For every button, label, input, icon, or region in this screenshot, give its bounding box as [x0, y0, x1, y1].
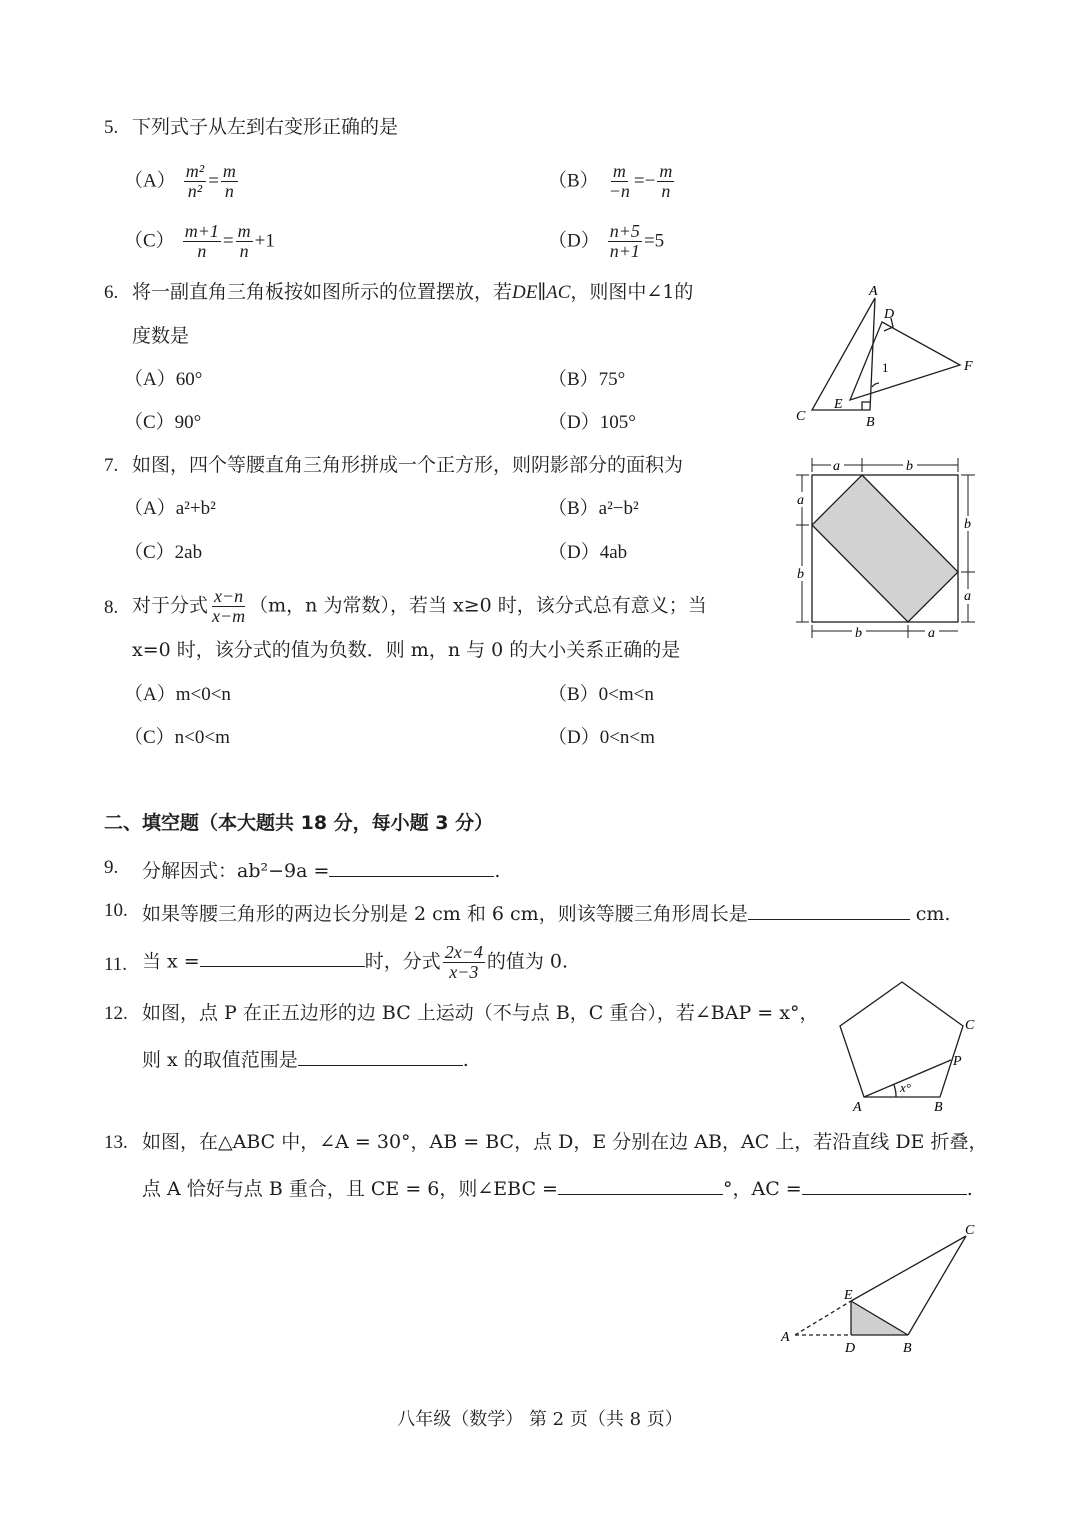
q7-label-a-right: a — [964, 589, 971, 604]
q8-stem: 对于分式 $\frac{x-n}{x-m}$ （m，n 为常数），若当 x≥0 时，该分式总有意义；当 — [132, 586, 707, 626]
q8-option-b[interactable]: （B）0<m<n — [548, 684, 654, 705]
q7-figure — [790, 455, 985, 645]
q6-triangle-abc — [812, 298, 875, 410]
q13-label-c: C — [965, 1223, 975, 1238]
q12-stem-line2: 则 x 的取值范围是 . — [142, 1049, 469, 1071]
q11-stem: 当 x = 时，分式 $\frac{2x-4}{x-3}$ 的值为 0. — [142, 942, 569, 982]
q7-label-b-left: b — [797, 567, 804, 582]
q5-stem: 下列式子从左到右变形正确的是 — [132, 116, 399, 138]
q11-number: 11. — [104, 954, 128, 975]
q13-number: 13. — [104, 1132, 128, 1153]
q13-answer-blank-1[interactable] — [558, 1176, 723, 1195]
q6-figure — [780, 278, 990, 433]
section-2-heading: 二、填空题（本大题共 18 分，每小题 3 分） — [104, 812, 494, 834]
q13-segment-cb — [908, 1236, 966, 1335]
q12-label-a: A — [853, 1100, 862, 1115]
q7-label-b-right: b — [964, 517, 971, 532]
q12-number: 12. — [104, 1003, 128, 1024]
q6-label-f: F — [964, 359, 973, 374]
q6-stem: 将一副直角三角板按如图所示的位置摆放，若DE∥AC，则图中∠1的 — [132, 281, 694, 303]
q6-label-a: A — [869, 284, 878, 299]
q6-label-b: B — [866, 415, 875, 430]
q7-option-c[interactable]: （C）2ab — [124, 542, 203, 563]
q9-answer-blank[interactable] — [329, 858, 494, 877]
q13-label-a: A — [781, 1330, 790, 1345]
q13-label-e: E — [844, 1288, 853, 1303]
q12-stem-line1: 如图，点 P 在正五边形的边 BC 上运动（不与点 B，C 重合），若∠BAP = x°， — [142, 1002, 819, 1024]
q12-label-c: C — [965, 1018, 975, 1033]
q5-option-d[interactable]: （D） $\frac{n+5}{n+1}$ =5 — [548, 221, 665, 261]
q7-label-b-bottom: b — [855, 626, 862, 641]
q6-number: 6. — [104, 282, 119, 303]
q8-option-d[interactable]: （D）0<n<m — [548, 727, 655, 748]
q12-label-p: P — [953, 1054, 962, 1069]
q5-option-b[interactable]: （B） $\frac{m}{-n}$ =− $\frac{m}{n}$ — [548, 161, 673, 201]
q10-stem: 如果等腰三角形的两边长分别是 2 cm 和 6 cm，则该等腰三角形周长是 cm. — [142, 903, 951, 925]
q12-figure — [830, 975, 985, 1115]
page-footer: 八年级（数学） 第 2 页（共 8 页） — [397, 1409, 683, 1430]
q6-option-b[interactable]: （B）75° — [548, 369, 626, 390]
q6-label-1: 1 — [882, 360, 889, 375]
q6-label-c: C — [796, 409, 806, 424]
q11-answer-blank[interactable] — [200, 948, 365, 967]
q13-label-d: D — [845, 1341, 856, 1356]
q6-option-a[interactable]: （A）60° — [124, 369, 203, 390]
q7-option-a[interactable]: （A）a²+b² — [124, 498, 216, 519]
q6-right-angle-b — [862, 402, 870, 410]
q12-angle-arc — [894, 1085, 896, 1097]
q7-shaded-rectangle — [812, 475, 958, 622]
q8-number: 8. — [104, 597, 119, 618]
q13-stem-line1: 如图，在△ABC 中，∠A = 30°，AB = BC，点 D，E 分别在边 AB，AC 上，若沿直线 DE 折叠， — [142, 1131, 988, 1153]
q8-stem-line2: x=0 时，该分式的值为负数．则 m，n 与 0 的大小关系正确的是 — [132, 639, 681, 661]
q10-answer-blank[interactable] — [748, 901, 910, 920]
q13-figure — [775, 1215, 985, 1360]
q6-label-e: E — [834, 397, 843, 412]
q5-option-c[interactable]: （C） $\frac{m+1}{n}$ = $\frac{m}{n}$ +1 — [124, 221, 275, 261]
q5-option-a[interactable]: （A） $\frac{\text{m²}}{\text{n²}}$ = $\frac{m}{n}$ — [124, 161, 236, 201]
q13-answer-blank-2[interactable] — [802, 1176, 967, 1195]
q13-segment-ec — [851, 1236, 966, 1301]
q7-label-a-left: a — [797, 493, 804, 508]
q5-number: 5. — [104, 117, 119, 138]
q6-triangle-def — [850, 322, 960, 400]
q7-number: 7. — [104, 455, 119, 476]
q13-label-b: B — [903, 1341, 912, 1356]
q7-label-b-top: b — [906, 459, 913, 474]
q6-option-d[interactable]: （D）105° — [548, 412, 636, 433]
q8-option-a[interactable]: （A）m<0<n — [124, 684, 231, 705]
q12-label-b: B — [934, 1100, 943, 1115]
q9-number: 9. — [104, 857, 119, 878]
q12-label-x: x° — [900, 1080, 911, 1095]
q6-label-d: D — [884, 307, 895, 322]
q9-stem: 分解因式：ab²−9a = . — [142, 860, 501, 882]
q8-option-c[interactable]: （C）n<0<m — [124, 727, 230, 748]
q6-angle-1-arc — [872, 383, 879, 387]
q12-answer-blank[interactable] — [298, 1047, 463, 1066]
q7-label-a-top: a — [833, 459, 840, 474]
q7-stem: 如图，四个等腰直角三角形拼成一个正方形，则阴影部分的面积为 — [132, 454, 684, 476]
q6-option-c[interactable]: （C）90° — [124, 412, 202, 433]
q7-label-a-bottom: a — [928, 626, 935, 641]
q7-option-d[interactable]: （D）4ab — [548, 542, 628, 563]
q6-stem-line2: 度数是 — [132, 325, 190, 347]
q13-dashed-ae — [795, 1301, 851, 1335]
q10-number: 10. — [104, 900, 128, 921]
q7-option-b[interactable]: （B）a²−b² — [548, 498, 639, 519]
q13-stem-line2: 点 A 恰好与点 B 重合，且 CE = 6，则∠EBC = °，AC = . — [142, 1178, 973, 1200]
